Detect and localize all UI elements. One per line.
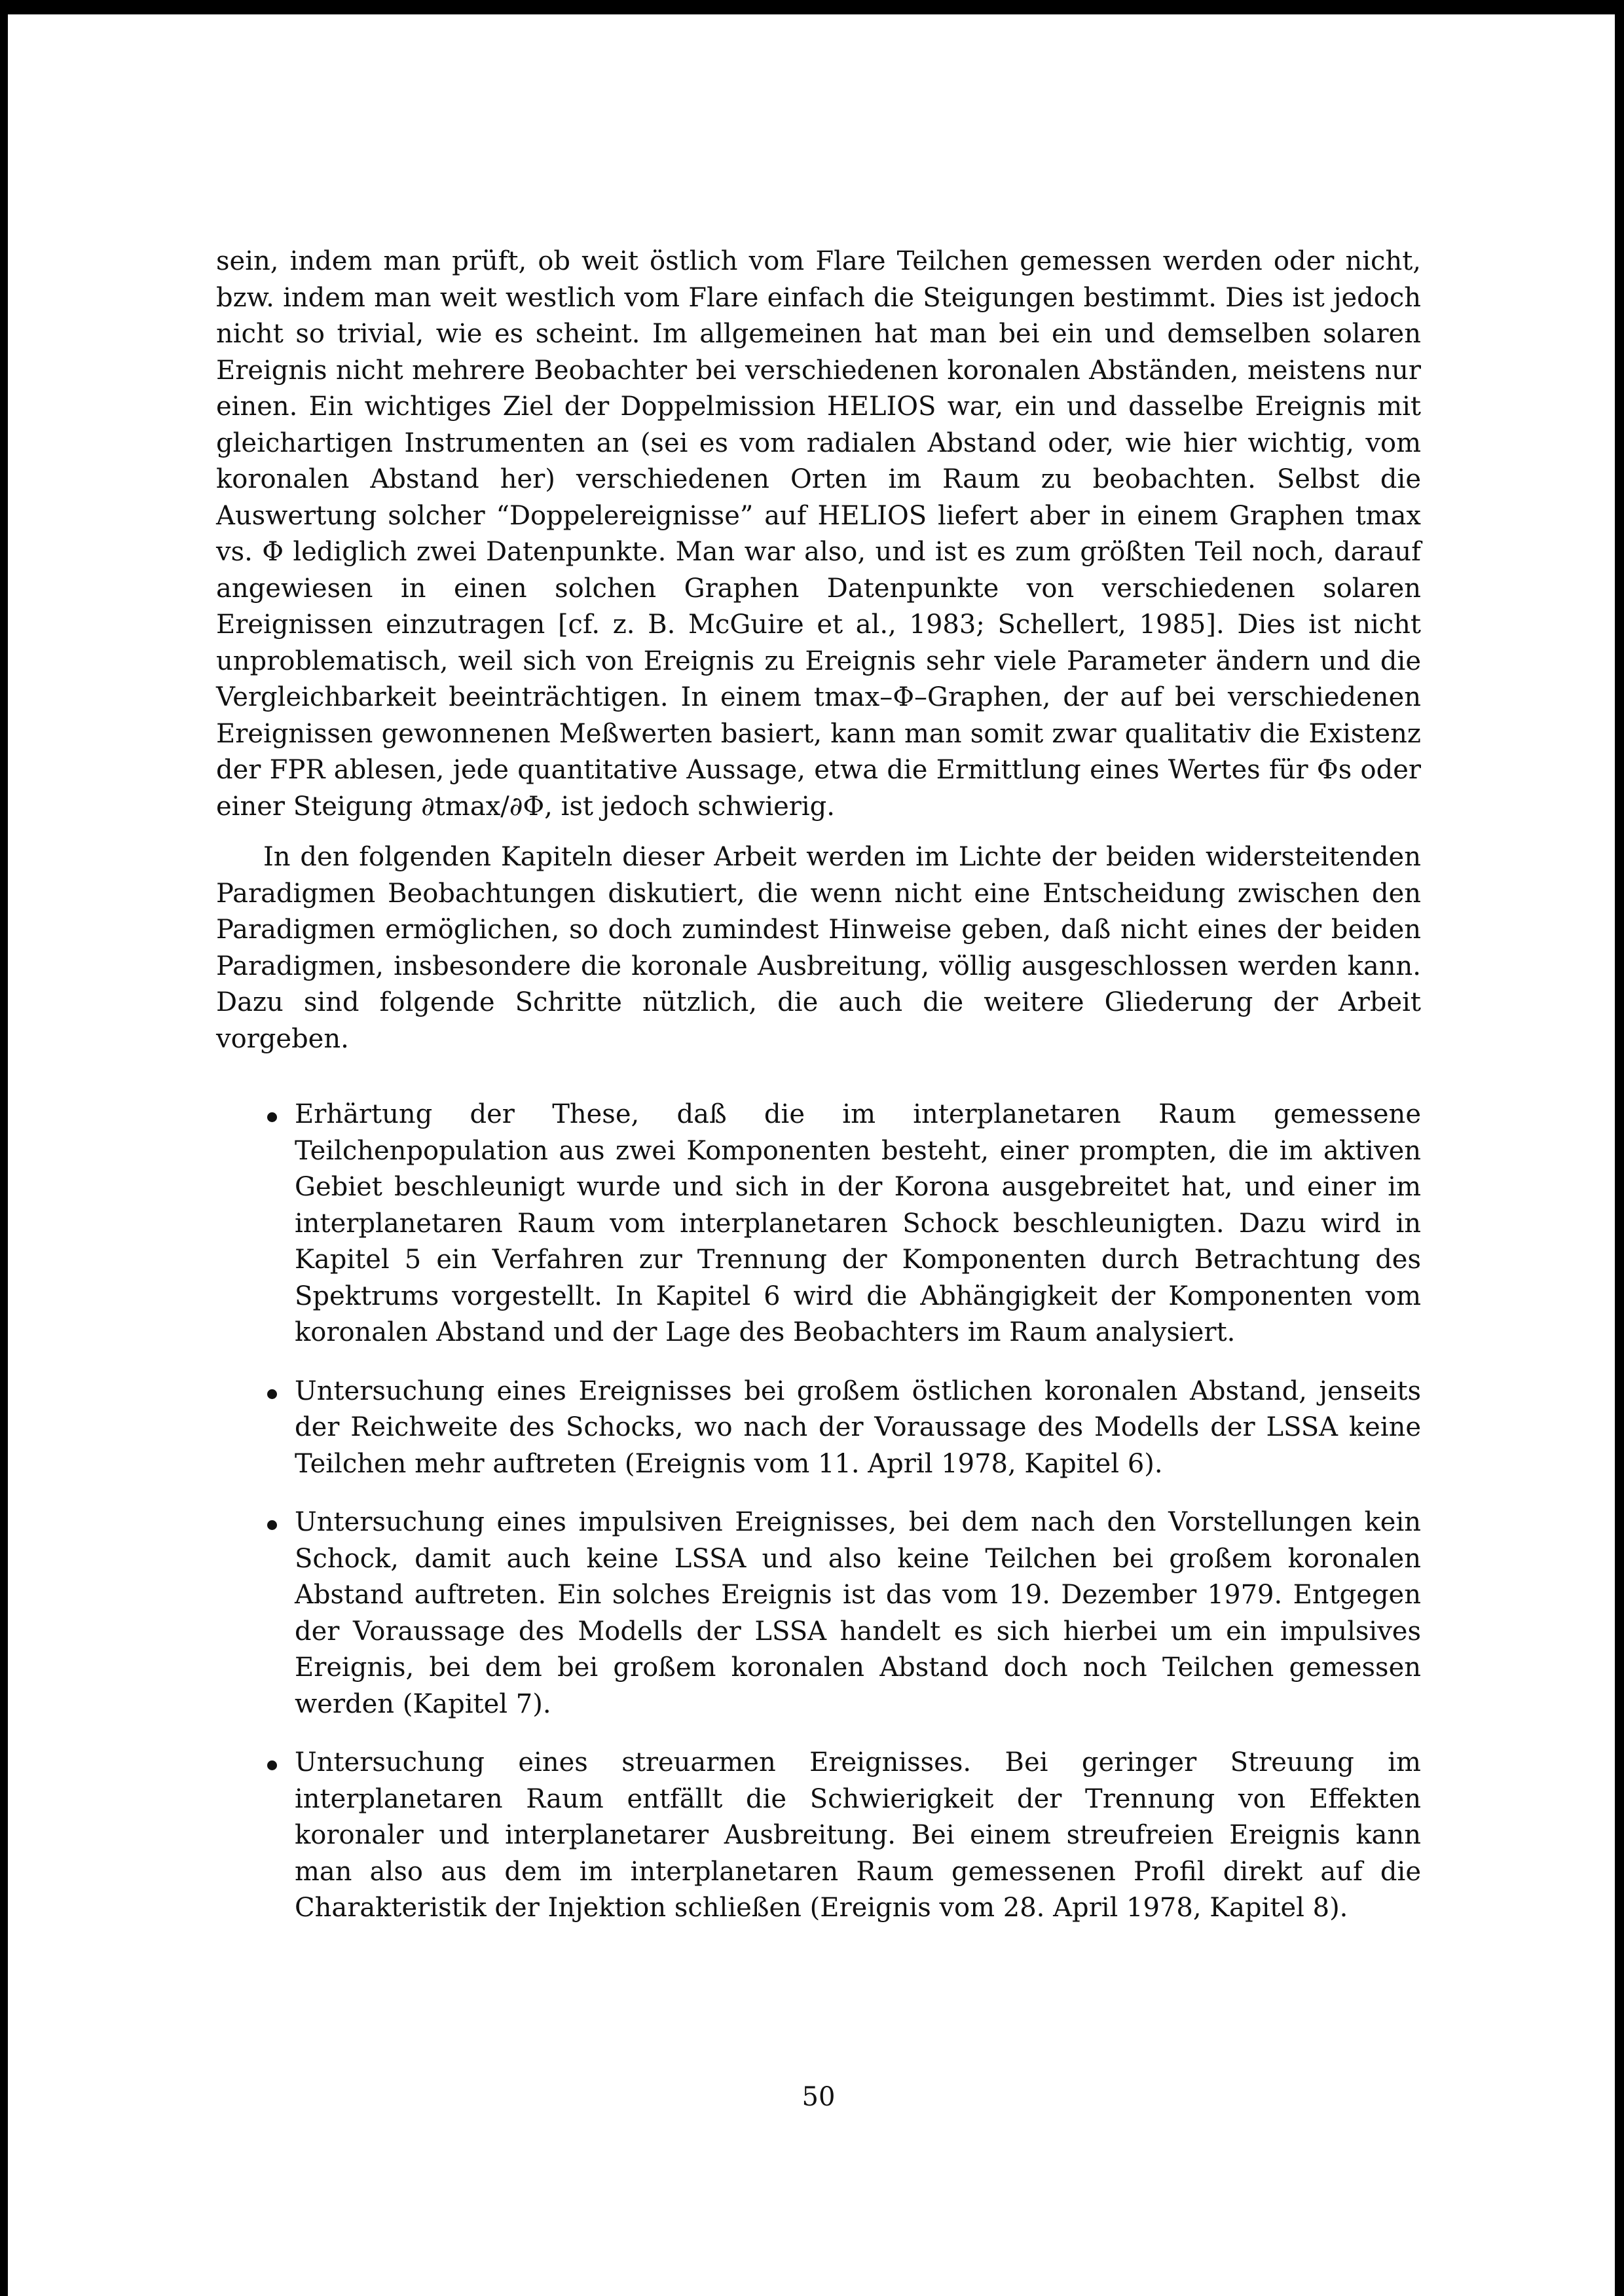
paragraph-1: sein, indem man prüft, ob weit östlich vom Flare Teilchen gemessen werden oder nicht, bzw. indem man weit westlich vom Flare einfach die Steigungen bestimmt. Dies ist jedoch nicht so trivial, wie es scheint. Im allgemeinen hat man bei ein und demselben solaren Ereignis nicht mehrere Beobachter bei verschiedenen koronalen Abständen, meistens nur einen. Ein wichtiges Ziel der Doppelmission HELIOS war, ein und dasselbe Ereignis mit gleichartigen Instrumenten an (sei es vom radialen Abstand oder, wie hier wichtig, vom koronalen Abstand her) verschiedenen Orten im Raum zu beobachten. Selbst die Auswertung solcher “Doppelereignisse” auf HELIOS liefert aber in einem Graphen tmax vs. Φ lediglich zwei Datenpunkte. Man war also, und ist es zum größten Teil noch, darauf angewiesen in einen solchen Graphen Datenpunkte von verschiedenen solaren Ereignissen einzutragen [cf. z. B. McGuire et al., 1983; Schellert, 1985]. Dies ist nicht unproblematisch, weil sich von Ereignis zu Ereignis sehr viele Parameter ändern und die Vergleichbarkeit beeinträchtigen. In einem tmax–Φ–Graphen, der auf bei verschiedenen Ereignissen gewonnenen Meßwerten basiert, kann man somit zwar qualitativ die Existenz der FPR ablesen, jede quantitative Aussage, etwa die Ermittlung eines Wertes für Φs oder einer Steigung ∂tmax/∂Φ, ist jedoch schwierig. — [216, 246, 1421, 822]
scan-border-left — [0, 0, 8, 2296]
list-item — [216, 1374, 1421, 1483]
list-item-text: Untersuchung eines Ereignisses bei großem östlichen koronalen Abstand, jenseits der Reichweite des Schocks, wo nach der Voraussage des Modells der LSSA keine Teilchen mehr auftreten (Ereignis vom 11. April 1978, Kapitel 6). — [295, 1376, 1421, 1479]
list-item — [216, 1504, 1421, 1722]
bullet-icon — [267, 1760, 277, 1770]
page-body — [216, 244, 1421, 1949]
list-item — [216, 1097, 1421, 1351]
list-item-text: Untersuchung eines impulsiven Ereignisses, bei dem nach den Vorstellungen kein Schock, damit auch keine LSSA und also keine Teilchen bei großem koronalen Abstand auftreten. Ein solches Ereignis ist das vom 19. Dezember 1979. Entgegen der Voraussage des Modells der LSSA handelt es sich hierbei um ein impulsives Ereignis, bei dem bei großem koronalen Abstand doch noch Teilchen gemessen werden (Kapitel 7). — [295, 1507, 1421, 1719]
page-number: 50 — [802, 2082, 836, 2112]
scan-border-top — [0, 0, 1624, 14]
paragraph-2: In den folgenden Kapiteln dieser Arbeit werden im Lichte der beiden widersteitenden Paradigmen Beobachtungen diskutiert, die wenn nicht eine Entscheidung zwischen den Paradigmen ermöglichen, so doch zumindest Hinweise geben, daß nicht eines der beiden Paradigmen, insbesondere die koronale Ausbreitung, völlig ausgeschlossen werden kann. Dazu sind folgende Schritte nützlich, die auch die weitere Gliederung der Arbeit vorgeben. — [216, 842, 1421, 1054]
list-item-text: Erhärtung der These, daß die im interplanetaren Raum gemessene Teilchenpopulation aus zwei Komponenten besteht, einer prompten, die im aktiven Gebiet beschleunigt wurde und sich in der Korona ausgebreitet hat, und einer im interplanetaren Raum vom interplanetaren Schock beschleunigten. Dazu wird in Kapitel 5 ein Verfahren zur Trennung der Komponenten durch Betrachtung des Spektrums vorgestellt. In Kapitel 6 wird die Abhängigkeit der Komponenten vom koronalen Abstand und der Lage des Beobachters im Raum analysiert. — [295, 1099, 1421, 1347]
bullet-icon — [267, 1389, 277, 1399]
list-item-text: Untersuchung eines streuarmen Ereignisses. Bei geringer Streuung im interplanetaren Raum entfällt die Schwierigkeit der Trennung von Effekten koronaler und interplanetarer Ausbreitung. Bei einem streufreien Ereignis kann man also aus dem im interplanetaren Raum gemessenen Profil direkt auf die Charakteristik der Injektion schließen (Ereignis vom 28. April 1978, Kapitel 8). — [295, 1747, 1421, 1923]
scan-border-right — [1615, 0, 1624, 2296]
list-item — [216, 1745, 1421, 1927]
bullet-list — [216, 1097, 1421, 1927]
bullet-icon — [267, 1112, 277, 1122]
bullet-icon — [267, 1520, 277, 1530]
